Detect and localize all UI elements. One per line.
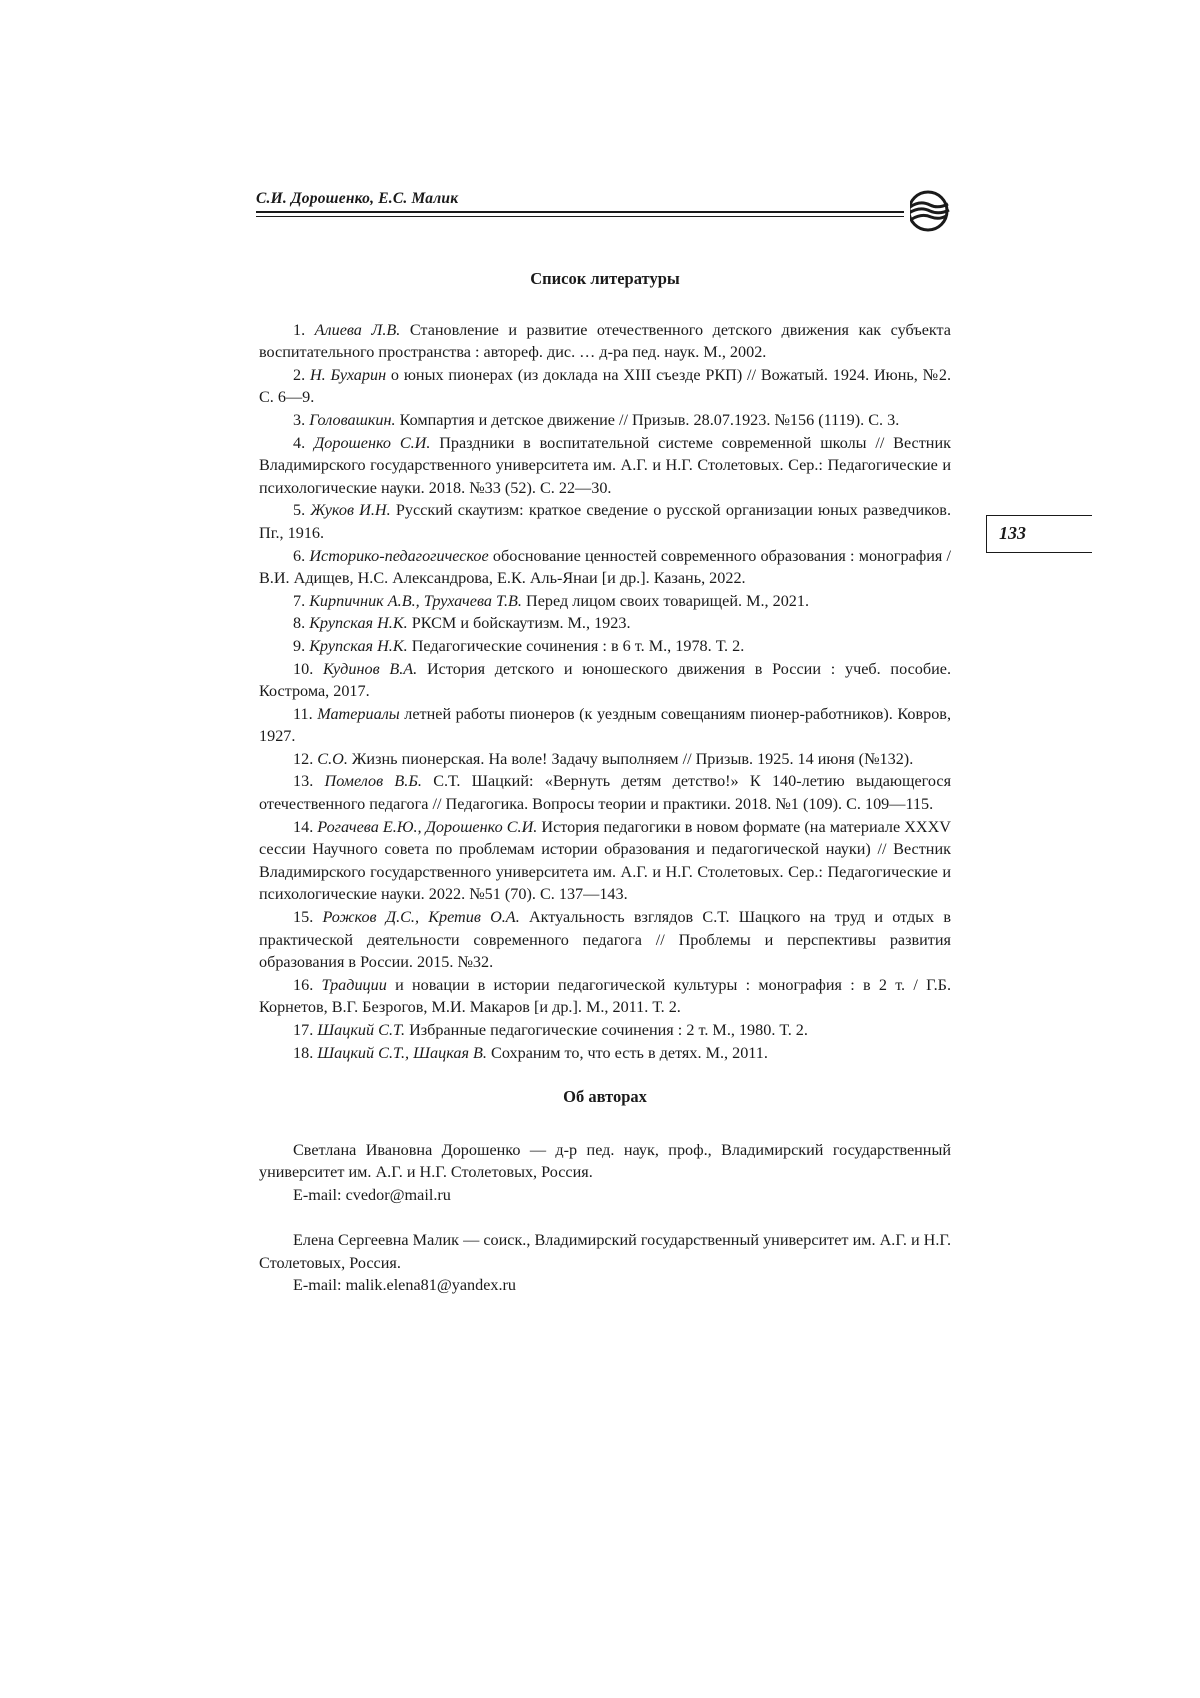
reference-item: 12. С.О. Жизнь пионерская. На воле! Задачу выполняем // Призыв. 1925. 14 июня (№132).: [293, 749, 914, 768]
reference-item: 8. Крупская Н.К. РКСМ и бойскаутизм. М., 1923.: [293, 614, 631, 633]
page-number: 133: [999, 523, 1026, 543]
reference-item: 17. Шацкий С.Т. Избранные педагогические сочинения : 2 т. М., 1980. Т. 2.: [293, 1021, 808, 1039]
reference-item: 5. Жуков И.Н. Русский скаутизм: краткое сведение о русской организации юных разведчиков. Пг., 1916.: [259, 501, 951, 542]
author-email: E-mail: malik.elena81@yandex.ru: [293, 1276, 517, 1295]
reference-item: 4. Дорошенко С.И. Праздники в воспитательной системе современной школы // Вестник Владимирского государственного университета им. А.Г. и Н.Г. Столетовых. Сер.: Педагогические и психологические науки. 2018. №33 (52). С. 22—30.: [259, 433, 951, 497]
journal-logo-icon: [904, 190, 952, 232]
about-authors-title: Об авторах: [563, 1087, 647, 1107]
reference-item: 10. Кудинов В.А. История детского и юношеского движения в России : учеб. пособие. Кострома, 2017.: [259, 659, 951, 701]
reference-item: 2. Н. Бухарин о юных пионерах (из доклада на XIII съезде РКП) // Вожатый. 1924. Июнь, №2. С. 6—9.: [259, 365, 952, 407]
reference-item: 1. Алиева Л.В. Становление и развитие отечественного детского движения как субъекта воспитательного пространства : автореф. дис. … д-ра пед. наук. М., 2002.: [259, 320, 951, 362]
author-bio: Светлана Ивановна Дорошенко — д-р пед. наук, проф., Владимирский государственный университет им. А.Г. и Н.Г. Столетовых, Россия.: [259, 1140, 951, 1182]
header-rule-thin: [256, 216, 906, 217]
reference-item: 6. Историко-педагогическое обоснование ценностей современного образования : монография / В.И. Адищев, Н.С. Александрова, Е.К. Аль-Янаи [и др.]. Казань, 2022.: [259, 546, 952, 588]
reference-item: 3. Головашкин. Компартия и детское движение // Призыв. 28.07.1923. №156 (1119). С. 3.: [293, 410, 900, 429]
reference-item: 7. Кирпичник А.В., Трухачева Т.В. Перед лицом своих товарищей. М., 2021.: [293, 591, 810, 610]
main-content: [259, 268, 951, 1297]
author-bio: Елена Сергеевна Малик — соиск., Владимирский государственный университет им. А.Г. и Н.Г. Столетовых, Россия.: [259, 1231, 951, 1272]
reference-list: [259, 319, 951, 1065]
author-email: E-mail: cvedor@mail.ru: [293, 1185, 451, 1204]
reference-item: 11. Материалы летней работы пионеров (к уездным совещаниям пионер-работников). Ковров, 1927.: [259, 704, 951, 746]
reference-item: 14. Рогачева Е.Ю., Дорошенко С.И. История педагогики в новом формате (на материале XXXV сессии Научного совета по проблемам истории образования и педагогической науки) // Вестник Владимирского государственного университета им. А.Г. и Н.Г. Столетовых. Сер.: Педагогические и психологические науки. 2022. №51 (70). С. 137—143.: [259, 817, 952, 904]
reference-item: 16. Традиции и новации в истории педагогической культуры : монография : в 2 т. / Г.Б. Корнетов, В.Г. Безрогов, М.И. Макаров [и др.]. М., 2011. Т. 2.: [259, 975, 952, 1017]
reference-item: 15. Рожков Д.С., Кретив О.А. Актуальность взглядов С.Т. Шацкого на труд и отдых в практической деятельности современного педагога // Проблемы и перспективы развития образования в России. 2015. №32.: [259, 908, 952, 972]
reference-item: 9. Крупская Н.К. Педагогические сочинения : в 6 т. М., 1978. Т. 2.: [293, 636, 745, 655]
reference-item: 13. Помелов В.Б. С.Т. Шацкий: «Вернуть детям детство!» К 140-летию выдающегося отечественного педагога // Педагогика. Вопросы теории и практики. 2018. №1 (109). С. 109—115.: [259, 772, 952, 814]
header-rule-thick: [256, 211, 906, 213]
page-number-box: [986, 515, 1092, 553]
references-title: Список литературы: [530, 269, 680, 288]
about-authors: [259, 1139, 951, 1297]
running-head: С.И. Дорошенко, Е.С. Малик: [256, 190, 459, 207]
reference-item: 18. Шацкий С.Т., Шацкая В. Сохраним то, что есть в детях. М., 2011.: [293, 1043, 768, 1062]
